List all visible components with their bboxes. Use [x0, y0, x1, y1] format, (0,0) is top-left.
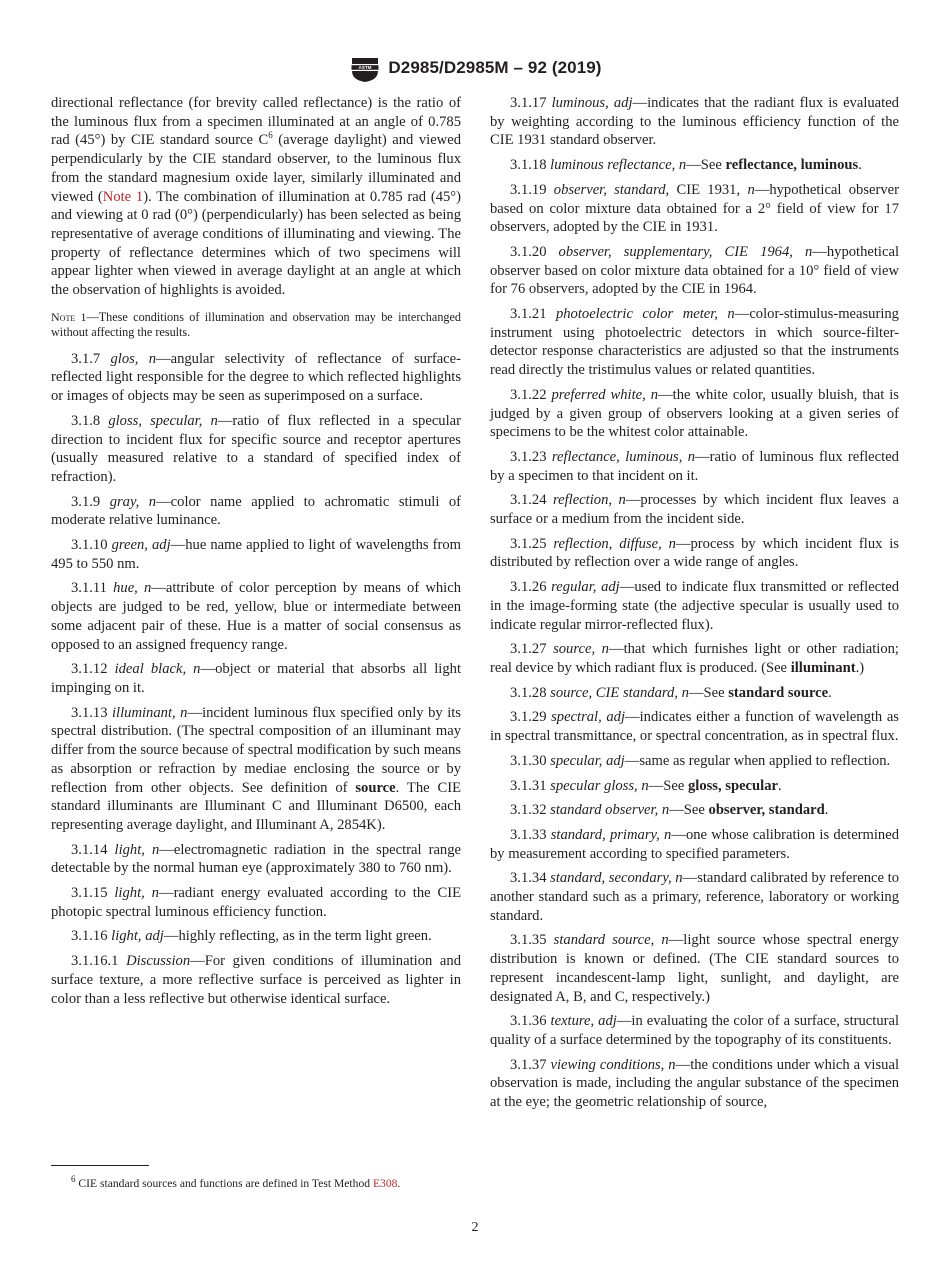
term-3-1-10: 3.1.10 green, adj—hue name applied to light of wavelengths from 495 to 550 nm.	[51, 537, 461, 572]
footnote-ref-6[interactable]: 6	[268, 130, 273, 141]
page-header	[0, 52, 950, 84]
astm-logo-icon	[348, 53, 382, 83]
term-3-1-28: 3.1.28 source, CIE standard, n—See standard source.	[510, 684, 832, 701]
term-3-1-30: 3.1.30 specular, adj—same as regular when applied to reflection.	[510, 752, 891, 769]
note-1: Note 1—These conditions of illumination and observation may be interchanged without affecting the results.	[51, 309, 462, 340]
term-3-1-24: 3.1.24 reflection, n—processes by which incident flux leaves a surface or a medium from the incident side.	[490, 492, 899, 528]
term-3-1-37: 3.1.37 viewing conditions, n—the conditions under which a visual observation is made, including the angular substance of the specimen at the eye; the geometric relationship of source,	[490, 1056, 899, 1111]
term-3-1-12: 3.1.12 ideal black, n—object or material that absorbs all light impinging on it.	[51, 661, 462, 696]
term-3-1-8: 3.1.8 gloss, specular, n—ratio of flux reflected in a specular direction to incident flux for specific source and receptor apertures (usually measured relative to a standard of specified index of refraction).	[51, 412, 461, 485]
term-3-1-21: 3.1.21 photoelectric color meter, n—color-stimulus-measuring instrument using photoelectric detectors in which source-filter-detector response characteristics are adjusted so that the instruments read directly the tristimulus values or related quantities.	[490, 306, 899, 379]
page-number: 2	[471, 1220, 479, 1235]
term-3-1-19: 3.1.19 observer, standard, CIE 1931, n—hypothetical observer based on color mixture data obtained for a 2° field of view for 17 observers, adopted by the CIE in 1931.	[490, 181, 900, 236]
term-3-1-25: 3.1.25 reflection, diffuse, n—process by which incident flux is distributed by reflection over a wide range of angles.	[490, 535, 899, 571]
document-designation: D2985/D2985M – 92 (2019)	[388, 58, 602, 77]
term-3-1-33: 3.1.33 standard, primary, n—one whose calibration is determined by measurement according to specified parameters.	[490, 826, 900, 862]
term-3-1-20: 3.1.20 observer, supplementary, CIE 1964, n—hypothetical observer based on color mixture data obtained for a 10° field of view for 76 observers, adopted by the CIE in 1964.	[490, 243, 899, 298]
term-3-1-18: 3.1.18 luminous reflectance, n—See reflectance, luminous.	[510, 157, 862, 174]
term-3-1-36: 3.1.36 texture, adj—in evaluating the color of a surface, structural quality of a surface determined by the topography of its constituents.	[490, 1013, 900, 1048]
term-3-1-17: 3.1.17 luminous, adj—indicates that the radiant flux is evaluated by weighting according to the luminous efficiency function of the CIE 1931 standard observer.	[490, 95, 899, 149]
term-3-1-31: 3.1.31 specular gloss, n—See gloss, specular.	[510, 777, 782, 794]
term-3-1-16-1: 3.1.16.1 Discussion—For given conditions of illumination and surface texture, a more reflective surface is perceived as lighter in color than a less reflective but otherwise identical surface.	[51, 953, 461, 1007]
logo-text: ASTM	[358, 65, 372, 71]
term-3-1-27: 3.1.27 source, n—that which furnishes light or other radiation; real device by which radiant flux is produced. (See illuminant.)	[490, 641, 899, 676]
term-3-1-11: 3.1.11 hue, n—attribute of color perception by means of which objects are judged to be red, yellow, blue or intermediate between some adjacent pair of these. Hue is a matter of social consensus as opposed to an assigned frequency range.	[51, 580, 461, 653]
term-3-1-35: 3.1.35 standard source, n—light source whose spectral energy distribution is known or defined. (The CIE standard sources to represent incandescent-lamp light, sunlight, and daylight, are designated A, B, and C, respectively.)	[490, 932, 899, 1005]
term-3-1-7: 3.1.7 glos, n—angular selectivity of reflectance of surface-reflected light responsible for the degree to which reflected highlights or images of objects may be seen as superimposed on a surface.	[51, 350, 461, 405]
term-3-1-26: 3.1.26 regular, adj—used to indicate flux transmitted or reflected in the image-forming state (the adjective specular is usually used to indicate regular mirror-reflected flux).	[490, 579, 899, 633]
term-3-1-34: 3.1.34 standard, secondary, n—standard calibrated by reference to another standard such as a primary, reference, laboratory or working standard.	[490, 870, 899, 924]
term-3-1-23: 3.1.23 reflectance, luminous, n—ratio of luminous flux reflected by a specimen to that incident on it.	[490, 448, 899, 484]
note-1-link[interactable]: Note 1	[102, 188, 144, 205]
footnote-6: $^6$ CIE standard sources and functions are defined in Test Method E308.	[71, 1174, 401, 1190]
paragraph-directional-reflectance: directional reflectance (for brevity called reflectance) is the ratio of the luminous flux from a specimen illuminated at an angle of 0.785 rad (45°) by CIE standard source $C^6$ (average daylight) and viewed perpendicularly by the CIE standard observer, to the luminous flux from the standard magnesium oxide layer, similarly illuminated and viewed (Note 1). The combination of illumination at 0.785 rad (45°) and viewing at 0 rad (0°) (perpendicularly) has been selected as being representative of average conditions of illuminating and viewing. The property of reflectance determines which of two specimens will appear lighter when viewed in average daylight at an angle at which the observation of highlights is avoided.	[51, 95, 461, 299]
term-3-1-22: 3.1.22 preferred white, n—the white color, usually bluish, that is judged by a given group of observers looking at a given series of specimens to be the whitest color attainable.	[490, 386, 899, 441]
term-3-1-9: 3.1.9 gray, n—color name applied to achromatic stimuli of moderate relative luminance.	[51, 493, 462, 529]
right-column	[490, 94, 899, 1118]
term-3-1-13: 3.1.13 illuminant, n—incident luminous flux specified only by its spectral distribution. (The spectral composition of an illuminant may differ from the source because of spectral modification by such means as absorption or refraction by mediae enclosing the source or by reflection from other objects. See definition of source. The CIE standard illuminants are Illuminant C and Illuminant D6500, each representing average daylight, and Illuminant A, 2854K).	[51, 704, 461, 833]
footnote-divider	[51, 1165, 149, 1166]
term-3-1-14: 3.1.14 light, n—electromagnetic radiation in the spectral range detectable by the normal human eye (approximately 380 to 760 nm).	[51, 841, 461, 877]
term-3-1-29: 3.1.29 spectral, adj—indicates either a function of wavelength as in spectral transmittance, or spectral concentration, as in spectral flux.	[490, 709, 899, 745]
note-label: Note 1	[51, 309, 87, 324]
e308-link[interactable]: E308	[372, 1177, 398, 1190]
term-3-1-15: 3.1.15 light, n—radiant energy evaluated according to the CIE photopic spectral luminous efficiency function.	[51, 885, 461, 920]
term-3-1-32: 3.1.32 standard observer, n—See observer, standard.	[510, 802, 829, 819]
left-column	[51, 94, 461, 1014]
footnote-marker: 6	[71, 1174, 76, 1185]
term-3-1-16: 3.1.16 light, adj—highly reflecting, as in the term light green.	[71, 928, 432, 945]
